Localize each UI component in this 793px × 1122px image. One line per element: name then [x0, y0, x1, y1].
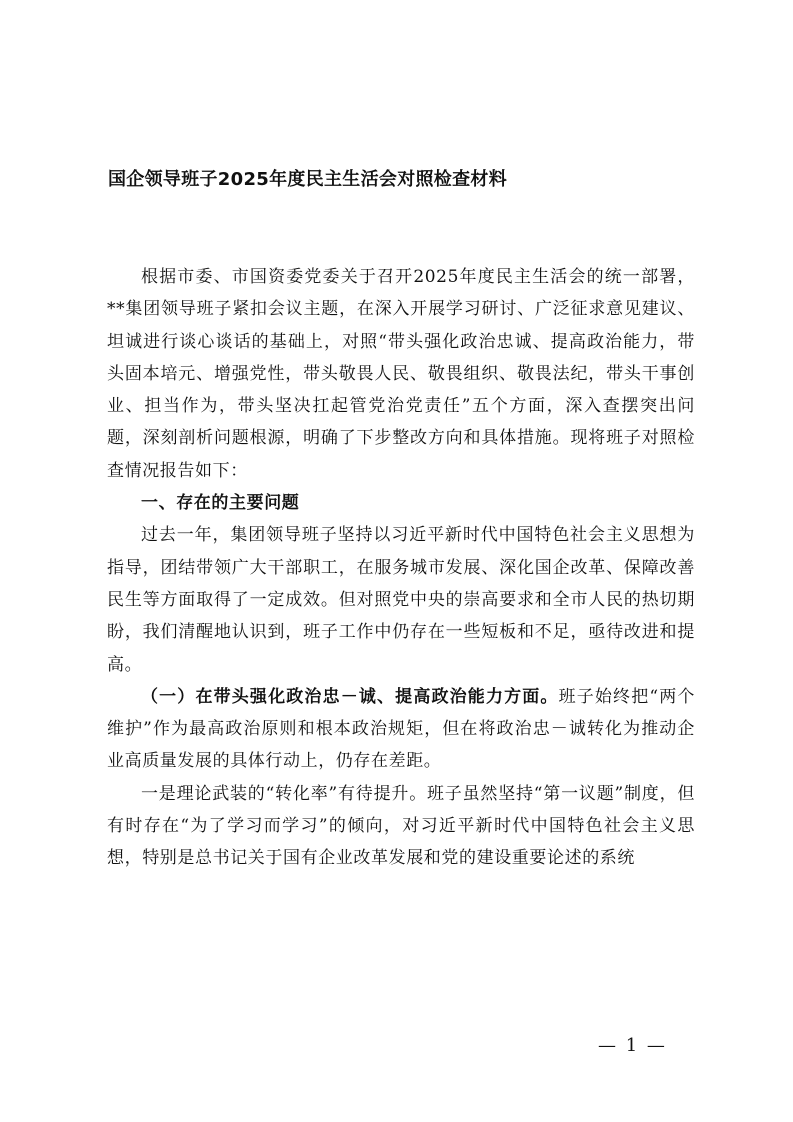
subsection-paragraph-political-loyalty	[107, 681, 695, 778]
page-number: — 1 —	[598, 1035, 667, 1056]
section-heading-main-problems: 一、存在的主要问题	[141, 493, 300, 514]
overview-paragraph: 过去一年，集团领导班子坚持以习近平新时代中国特色社会主义思想为指导，团结带领广大干部职工，在服务城市发展、深化国企改革、保障改善民生等方面取得了一定成效。但对照党中央的崇高要求和全市人民的热切期盼，我们清醒地认识到，班子工作中仍存在一些短板和不足，亟待改进和提高。	[107, 525, 695, 675]
subsection-body-political-loyalty: 班子始终把“两个维护”作为最高政治原则和根本政治规矩，但在将政治忠－诚转化为推动企业高质量发展的具体行动上，仍存在差距。	[107, 686, 695, 772]
document-title: 国企领导班子2025年度民主生活会对照检查材料	[108, 169, 507, 190]
document-body	[107, 261, 695, 875]
subsection-heading-political-loyalty: （一）在带头强化政治忠－诚、提高政治能力方面。	[141, 686, 559, 707]
intro-paragraph: 根据市委、市国资委党委关于召开2025年度民主生活会的统一部署，**集团领导班子紧扣会议主题，在深入开展学习研讨、广泛征求意见建议、坦诚进行谈心谈话的基础上，对照“带头强化政治忠诚、提高政治能力，带头固本培元、增强党性，带头敬畏人民、敬畏组织、敬畏法纪，带头干事创业、担当作为，带头坚决扛起管党治党责任”五个方面，深入查摆突出问题，深刻剖析问题根源，明确了下步整改方向和具体措施。现将班子对照检查情况报告如下：	[107, 267, 695, 481]
point-paragraph-theory: 一是理论武装的“转化率”有待提升。班子虽然坚持“第一议题”制度，但有时存在“为了学习而学习”的倾向，对习近平新时代中国特色社会主义思想，特别是总书记关于国有企业改革发展和党的建设重要论述的系统	[107, 783, 695, 869]
